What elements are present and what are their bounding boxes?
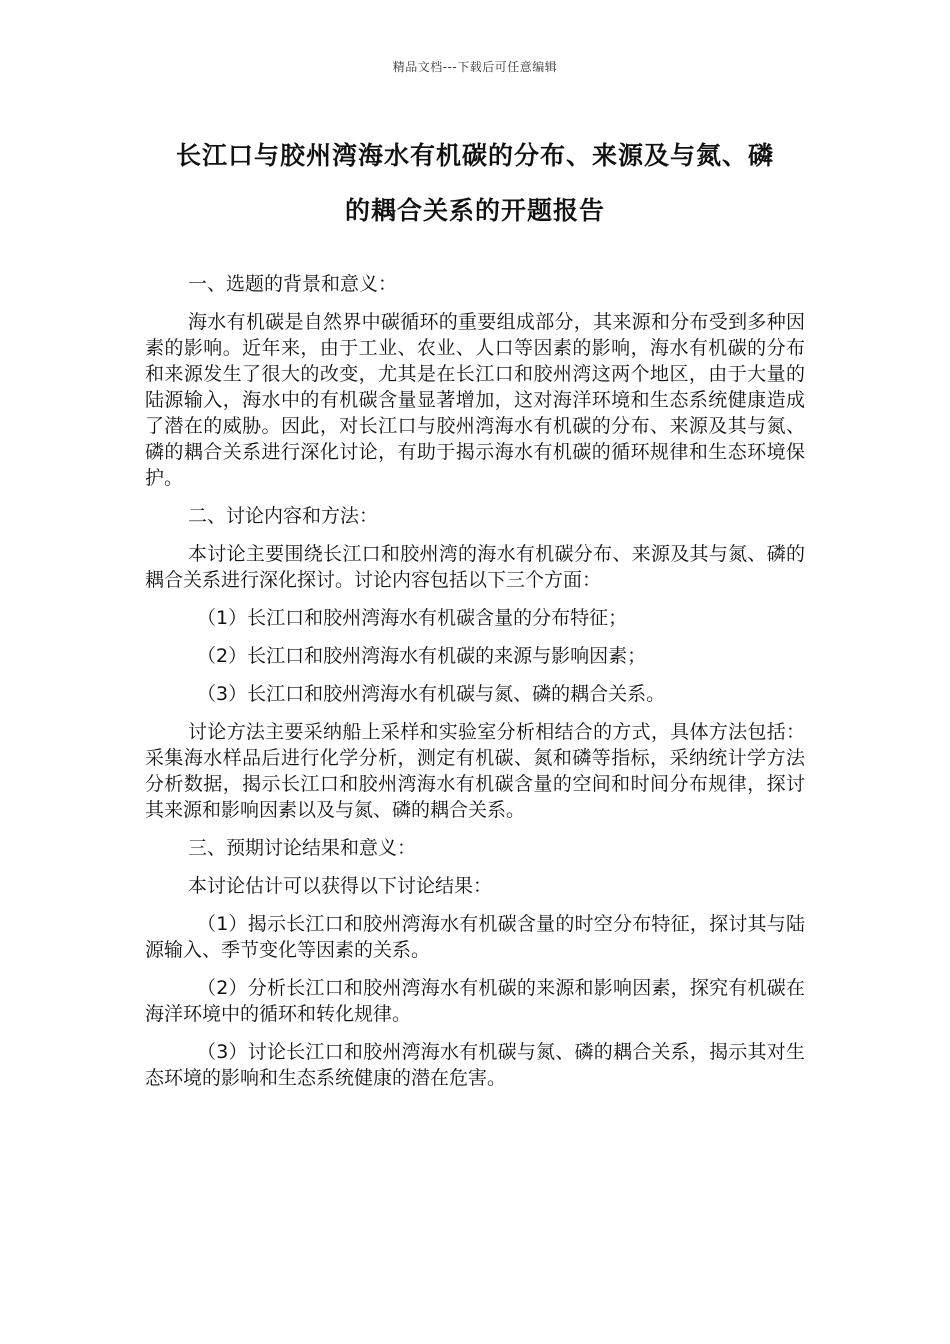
section-2-intro: 本讨论主要围绕长江口和胶州湾的海水有机碳分布、来源及其与氮、磷的耦合关系进行深化探讨。讨论内容包括以下三个方面： <box>145 543 805 591</box>
title-line-2: 的耦合关系的开题报告 <box>344 196 605 225</box>
section-2-item-3: （3）长江口和胶州湾海水有机碳与氮、磷的耦合关系。 <box>197 683 666 705</box>
section-1-body: 海水有机碳是自然界中碳循环的重要组成部分，其来源和分布受到多种因素的影响。近年来，由于工业、农业、人口等因素的影响，海水有机碳的分布和来源发生了很大的改变，尤其是在长江口和胶州湾这两个地区，由于大量的陆源输入，海水中的有机碳含量显著增加，这对海洋环境和生态系统健康造成了潜在的威胁。因此，对长江口与胶州湾海水有机碳的分布、来源及其与氮、磷的耦合关系进行深化讨论，有助于揭示海水有机碳的循环规律和生态环境保护。 <box>145 311 805 489</box>
section-3-item-1: （1）揭示长江口和胶州湾海水有机碳含量的时空分布特征，探讨其与陆源输入、季节变化等因素的关系。 <box>145 913 805 961</box>
section-1-heading: 一、选题的背景和意义： <box>188 273 398 295</box>
section-2-item-2: （2）长江口和胶州湾海水有机碳的来源与影响因素； <box>197 645 647 667</box>
section-2-item-1: （1）长江口和胶州湾海水有机碳含量的分布特征； <box>197 607 628 629</box>
section-3-item-3: （3）讨论长江口和胶州湾海水有机碳与氮、磷的耦合关系，揭示其对生态环境的影响和生态系统健康的潜在危害。 <box>145 1041 805 1089</box>
document-body <box>145 271 805 1103</box>
section-3-heading: 三、预期讨论结果和意义： <box>188 837 417 859</box>
section-3-intro: 本讨论估计可以获得以下讨论结果： <box>188 875 493 897</box>
section-2-method: 讨论方法主要采纳船上采样和实验室分析相结合的方式，具体方法包括：采集海水样品后进行化学分析，测定有机碳、氮和磷等指标，采纳统计学方法分析数据，揭示长江口和胶州湾海水有机碳含量的空间和时间分布规律，探讨其来源和影响因素以及与氮、磷的耦合关系。 <box>145 721 805 821</box>
section-2-heading: 二、讨论内容和方法： <box>188 505 379 527</box>
section-3-item-2: （2）分析长江口和胶州湾海水有机碳的来源和影响因素，探究有机碳在海洋环境中的循环和转化规律。 <box>145 977 805 1025</box>
header-note: 精品文档---下载后可任意编辑 <box>392 60 558 74</box>
title-line-1: 长江口与胶州湾海水有机碳的分布、来源及与氮、磷 <box>175 141 774 170</box>
